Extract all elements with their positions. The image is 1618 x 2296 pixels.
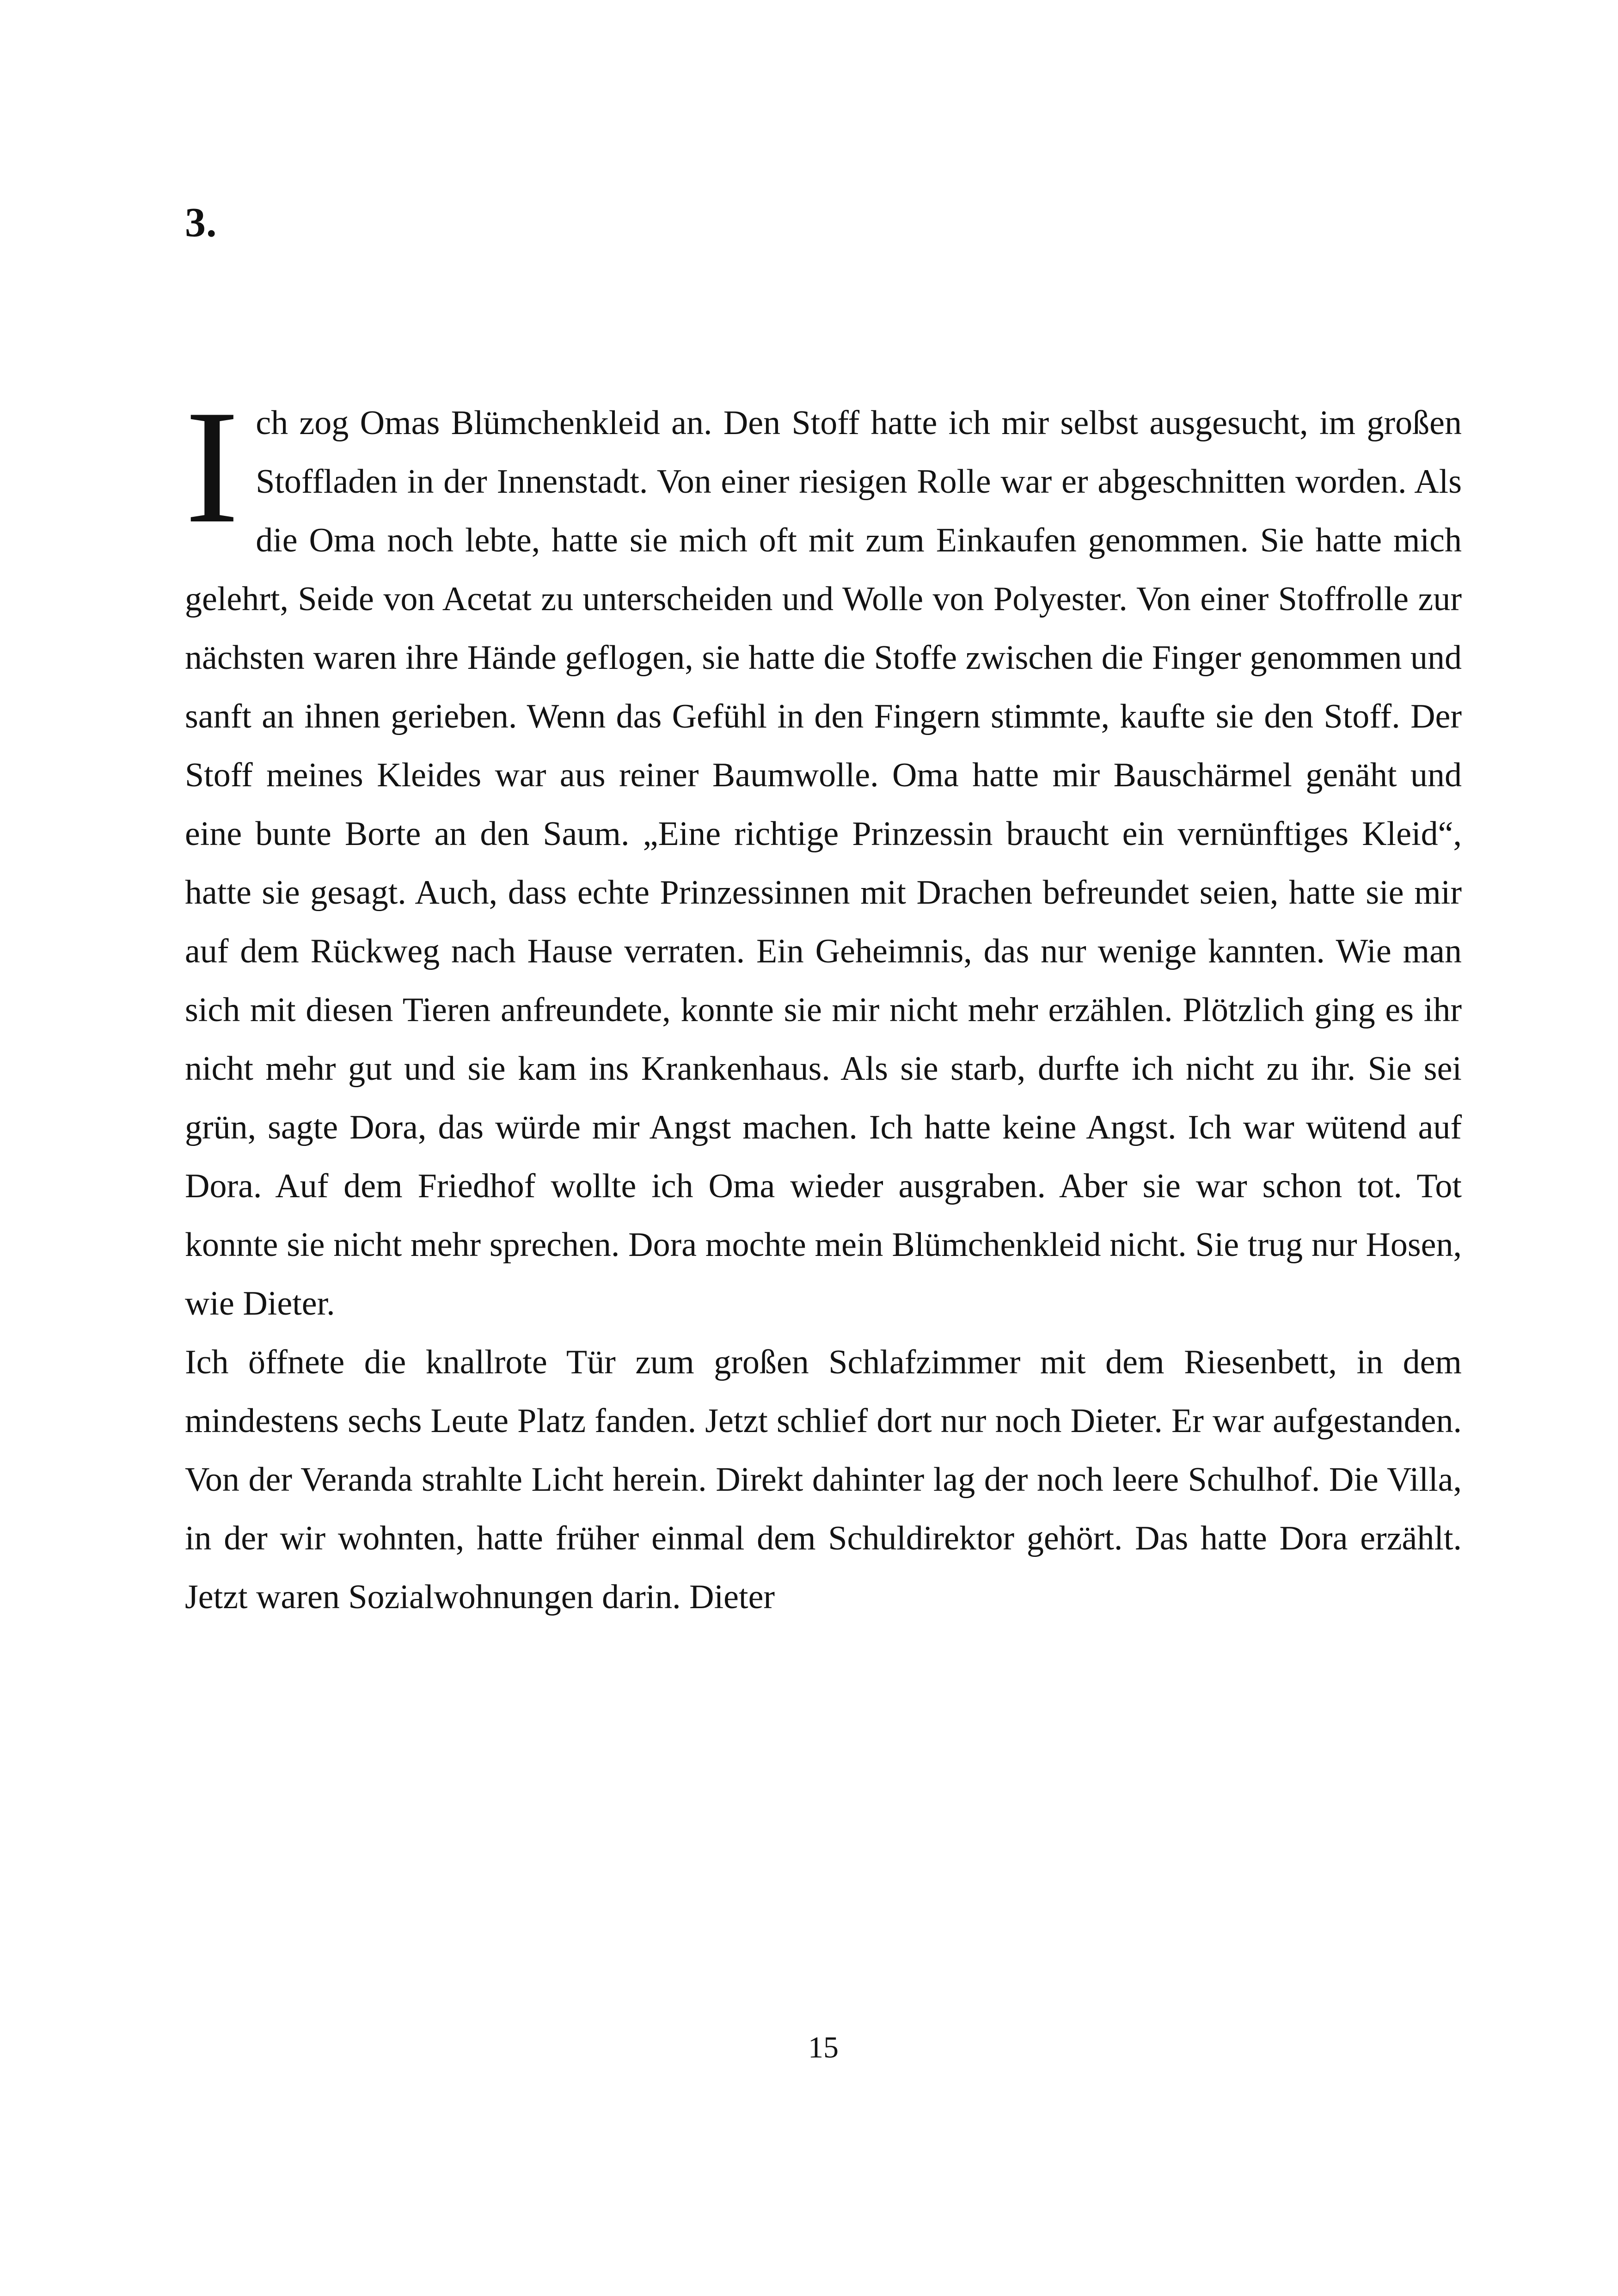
paragraph-text: Ich öffnete die knallrote Tür zum großen Schlafzimmer mit dem Riesenbett, in dem mindestens sechs Leute Platz fanden. Jetzt schlief dort nur noch Dieter. Er war aufgestanden. Von der Veranda strahlte Licht herein. Direkt dahinter lag der noch leere Schulhof. Die Villa, in der wir wohnten, hatte früher einmal dem Schuldirektor gehört. Das hatte Dora erzählt. Jetzt waren Sozialwohnungen darin. Dieter bbox=[185, 1343, 1462, 1616]
paragraph-text: ch zog Omas Blümchenkleid an. Den Stoff hatte ich mir selbst ausgesucht, im großen Stoffladen in der Innenstadt. Von einer riesigen Rolle war er abgeschnitten worden. Als die Oma noch lebte, hatte sie mich oft mit zum Einkaufen genommen. Sie hatte mich gelehrt, Seide von Acetat zu unterscheiden und Wolle von Polyester. Von einer Stoffrolle zur nächsten waren ihre Hände geflogen, sie hatte die Stoffe zwischen die Finger genommen und sanft an ihnen gerieben. Wenn das Gefühl in den Fingern stimmte, kaufte sie den Stoff. Der Stoff meines Kleides war aus reiner Baumwolle. Oma hatte mir Bauschärmel genäht und eine bunte Borte an den Saum. „Eine richtige Prinzessin braucht ein vernünftiges Kleid“, hatte sie gesagt. Auch, dass echte Prinzessinnen mit Drachen befreundet seien, hatte sie mir auf dem Rückweg nach Hause verraten. Ein Geheimnis, das nur wenige kannten. Wie man sich mit diesen Tieren anfreundete, konnte sie mir nicht mehr erzählen. Plötzlich ging es ihr nicht mehr gut und sie kam ins Krankenhaus. Als sie starb, durfte ich nicht zu ihr. Sie sei grün, sagte Dora, das würde mir Angst machen. Ich hatte keine Angst. Ich war wütend auf Dora. Auf dem Friedhof wollte ich Oma wieder ausgraben. Aber sie war schon tot. Tot konnte sie nicht mehr sprechen. Dora mochte mein Blümchenkleid nicht. Sie trug nur Hosen, wie Dieter. bbox=[185, 404, 1462, 1322]
paragraph bbox=[185, 1333, 1462, 1627]
page-number: 15 bbox=[808, 2031, 839, 2064]
paragraph bbox=[185, 377, 1462, 1333]
chapter-heading: 3. bbox=[185, 200, 217, 245]
drop-cap: I bbox=[185, 377, 239, 557]
page-body bbox=[185, 377, 1462, 1627]
